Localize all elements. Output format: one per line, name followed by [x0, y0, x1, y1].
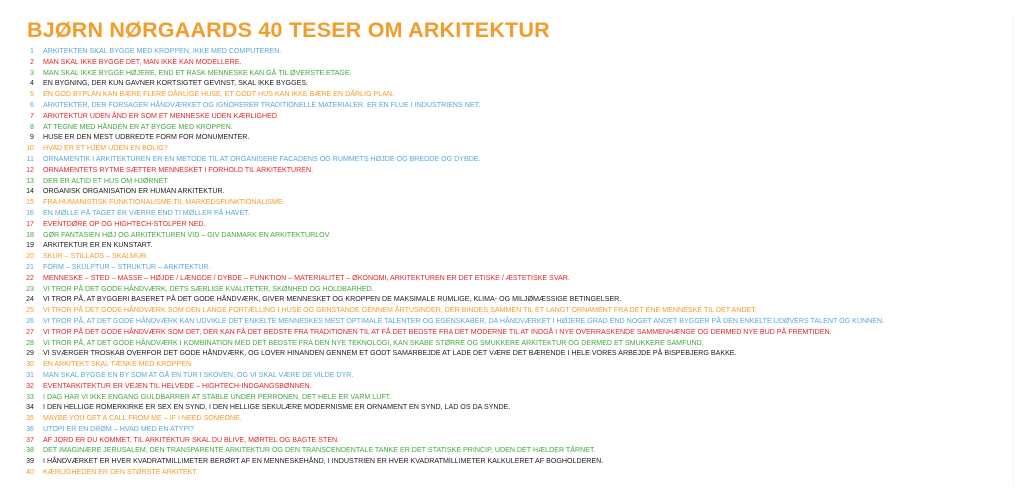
thesis-text: VI TROR PÅ, AT DET GODE HÅNDVÆRK KAN UDVIKLE DET ENKELTE MENNESKES MEST OPTIMALE TALENTER OG EGENSKABER, DA HÅNDVÆRKET I HØJERE GRAD END NOGET ANDET BYGGER PÅ DEN ENKELTE UDØVERS TALENT OG KUNNEN.	[43, 316, 885, 325]
thesis-item	[26, 132, 884, 143]
thesis-text: EN ARKITEKT SKAL TÆNKE MED KROPPEN.	[43, 360, 194, 369]
page-title: BJØRN NØRGAARDS 40 TESER OM ARKITEKTUR	[27, 18, 550, 42]
thesis-text: ORNAMENTIK I ARKITEKTUREN ER EN METODE TIL AT ORGANISERE FACADENS OG RUMMETS HØJDE OG BREDDE OG DYBDE.	[43, 154, 481, 163]
thesis-text: HVAD ER ET HJEM UDEN EN BOLIG?	[43, 144, 168, 153]
thesis-text: AF JORD ER DU KOMMET, TIL ARKITEKTUR SKAL DU BLIVE, MØRTEL OG BAGTE STEN.	[43, 435, 340, 444]
thesis-text: ARKITEKTUR ER EN KUNSTART.	[43, 241, 153, 250]
thesis-item	[26, 165, 884, 176]
thesis-number: 20	[26, 252, 34, 261]
theses-list	[26, 46, 884, 478]
thesis-number: 37	[26, 435, 34, 444]
thesis-number: 40	[26, 468, 34, 477]
thesis-item	[26, 338, 884, 349]
thesis-item	[26, 456, 884, 467]
thesis-text: EN BYGNING, DER KUN GAVNER KORTSIGTET GEVINST, SKAL IKKE BYGGES.	[43, 79, 309, 88]
thesis-item	[26, 176, 884, 187]
thesis-item	[26, 305, 884, 316]
thesis-text: I DAG HAR VI IKKE ENGANG GULDBARRER AT STABLE UNDER PERRONEN, DET HELE ER VARM LUFT.	[43, 392, 392, 401]
thesis-item	[26, 435, 884, 446]
thesis-number: 29	[26, 349, 34, 358]
thesis-item	[26, 208, 884, 219]
thesis-item	[26, 284, 884, 295]
thesis-text: EVENTDØRE OP OG HIGHTECH-STOLPER NED.	[43, 219, 206, 228]
thesis-number: 2	[30, 57, 34, 66]
thesis-text: DER ER ALTID ET HUS OM HJØRNET.	[43, 176, 169, 185]
thesis-item	[26, 186, 884, 197]
thesis-text: MENNESKE – STED – MASSE – HØJDE / LÆNGDE / DYBDE – FUNKTION – MATERIALITET – ØKONOMI, ARKITEKTUREN ER DET ETISKE / ÆSTETISKE SVAR.	[43, 273, 570, 282]
thesis-item	[26, 100, 884, 111]
thesis-item	[26, 251, 884, 262]
thesis-number: 38	[26, 446, 34, 455]
thesis-item	[26, 111, 884, 122]
thesis-number: 34	[26, 403, 34, 412]
thesis-number: 19	[26, 241, 34, 250]
thesis-number: 6	[30, 100, 34, 109]
thesis-item	[26, 57, 884, 68]
thesis-number: 9	[30, 133, 34, 142]
thesis-text: ARKITEKTER, DER FORSAGER HÅNDVÆRKET OG IGNORERER TRADITIONELLE MATERIALER, ER EN FLUE I INDUSTRIENS NET.	[43, 100, 481, 109]
thesis-item	[26, 46, 884, 57]
thesis-number: 3	[30, 68, 34, 77]
thesis-number: 4	[30, 79, 34, 88]
thesis-item	[26, 467, 884, 478]
thesis-item	[26, 424, 884, 435]
thesis-number: 13	[26, 176, 34, 185]
thesis-number: 21	[26, 262, 34, 271]
thesis-number: 35	[26, 414, 34, 423]
thesis-text: ORNAMENTETS RYTME SÆTTER MENNESKET I FORHOLD TIL ARKITEKTUREN.	[43, 165, 314, 174]
thesis-number: 27	[26, 327, 34, 336]
thesis-text: I HÅNDVÆRKET ER HVER KVADRATMILLIMETER BERØRT AF EN MENNESKEHÅND, I INDUSTRIEN ER HVER KVADRATMILLIMETER KALKULERET AF BOGHOLDEREN.	[43, 457, 604, 466]
thesis-text: VI TROR PÅ, AT DET GODE HÅNDVÆRK I KOMBINATION MED DET BEDSTE FRA DEN NYE TEKNOLOGI, KAN SKABE STØRRE OG SMUKKERE ARKITEKTUR OG DERMED ET SMUKKERE SAMFUND.	[43, 338, 704, 347]
thesis-number: 39	[26, 457, 34, 466]
thesis-number: 14	[26, 187, 34, 196]
thesis-text: HUSE ER DEN MEST UDBREDTE FORM FOR MONUMENTER.	[43, 133, 250, 142]
page-edge-divider	[1013, 14, 1014, 484]
thesis-text: ARKITEKTUR UDEN ÅND ER SOM ET MENNESKE UDEN KÆRLIGHED.	[43, 111, 279, 120]
thesis-text: ARKITEKTEN SKAL BYGGE MED KROPPEN, IKKE MED COMPUTEREN.	[43, 47, 282, 55]
thesis-item	[26, 230, 884, 241]
thesis-item	[26, 392, 884, 403]
thesis-text: I DEN HELLIGE ROMERKIRKE ER SEX EN SYND, I DEN HELLIGE SEKULÆRE MODERNISME ER ORNAMENT EN SYND, LAD OS DA SYNDE.	[43, 403, 511, 412]
thesis-number: 1	[30, 47, 34, 55]
thesis-text: EN MØLLE PÅ TAGET ER VÆRRE END TI MØLLER PÅ HAVET.	[43, 208, 250, 217]
thesis-text: AT TEGNE MED HÅNDEN ER AT BYGGE MED KROPPEN.	[43, 122, 233, 131]
thesis-text: EN GOD BYPLAN KAN BÆRE FLERE DÅRLIGE HUSE, ET GODT HUS KAN IKKE BÆRE EN DÅRLIG PLAN.	[43, 90, 394, 99]
thesis-item	[26, 445, 884, 456]
thesis-number: 17	[26, 219, 34, 228]
thesis-text: VI TROR PÅ, AT BYGGERI BASERET PÅ DET GODE HÅNDVÆRK, GIVER MENNESKET OG KROPPEN DE MAKSIMALE RUMLIGE, KLIMA- OG MILJØMÆSSIGE BETINGELSER.	[43, 295, 622, 304]
thesis-item	[26, 359, 884, 370]
thesis-item	[26, 122, 884, 133]
thesis-text: VI TROR PÅ DET GODE HÅNDVÆRK SOM DET, DER KAN FÅ DET BEDSTE FRA TRADITIONEN TIL AT FÅ DET BEDSTE FRA DET MODERNE TIL AT INDGÅ I NYE OVERRASKENDE SAMMENHÆNGE OG DERMED NYE BUD PÅ FREMTIDEN.	[43, 327, 832, 336]
thesis-number: 5	[30, 90, 34, 99]
thesis-number: 24	[26, 295, 34, 304]
thesis-item	[26, 370, 884, 381]
thesis-text: FORM – SKULPTUR – STRUKTUR – ARKITEKTUR.	[43, 262, 211, 271]
thesis-item	[26, 381, 884, 392]
thesis-text: MAN SKAL BYGGE EN BY SOM AT GÅ EN TUR I SKOVEN, OG VI SKAL VÆRE DE VILDE DYR.	[43, 370, 354, 379]
thesis-number: 10	[26, 144, 34, 153]
thesis-number: 36	[26, 424, 34, 433]
thesis-item	[26, 219, 884, 230]
thesis-item	[26, 240, 884, 251]
thesis-text: MAN SKAL IKKE BYGGE DET, MAN IKKE KAN MODELLERE.	[43, 57, 242, 66]
thesis-item	[26, 413, 884, 424]
thesis-text: MAN SKAL IKKE BYGGE HØJERE, END ET RASK MENNESKE KAN GÅ TIL ØVERSTE ETAGE.	[43, 68, 352, 77]
thesis-item	[26, 262, 884, 273]
thesis-item	[26, 348, 884, 359]
thesis-item	[26, 78, 884, 89]
thesis-text: UTOPI ER EN DRØM – HVAD MED EN ATYPI?	[43, 424, 194, 433]
thesis-number: 7	[30, 111, 34, 120]
thesis-text: ORGANISK ORGANISATION ER HUMAN ARKITEKTUR.	[43, 187, 225, 196]
thesis-number: 8	[30, 122, 34, 131]
thesis-item	[26, 327, 884, 338]
thesis-text: FRA HUMANISTISK FUNKTIONALISME TIL MARKEDSFUNKTIONALISME.	[43, 198, 285, 207]
thesis-number: 26	[26, 316, 34, 325]
thesis-item	[26, 89, 884, 100]
thesis-number: 31	[26, 370, 34, 379]
thesis-item	[26, 316, 884, 327]
thesis-text: VI SVÆRGER TROSKAB OVERFOR DET GODE HÅNDVÆRK, OG LOVER HINANDEN GENNEM ET GODT SAMARBEJDE AT LADE DET VÆRE DET BÆRENDE I HELE VORES ARBEJDE PÅ BISPEBJERG BAKKE.	[43, 349, 737, 358]
thesis-number: 15	[26, 198, 34, 207]
thesis-number: 11	[26, 154, 34, 163]
thesis-text: DET IMAGINÆRE JERUSALEM, DEN TRANSPARENTE ARKITEKTUR OG DEN TRANSCENDENTALE TANKE ER DET STATISKE PRINCIP, UDEN DET HÆLDER TÅRNET.	[43, 446, 596, 455]
thesis-item	[26, 402, 884, 413]
thesis-number: 12	[26, 165, 34, 174]
thesis-number: 28	[26, 338, 34, 347]
thesis-text: MAYBE YOU GET A CALL FROM ME – IF I NEED SOMEONE.	[43, 414, 242, 423]
thesis-number: 23	[26, 284, 34, 293]
thesis-item	[26, 273, 884, 284]
thesis-item	[26, 143, 884, 154]
thesis-text: VI TROR PÅ DET GODE HÅNDVÆRK SOM DEN LANGE FORTÆLLING I HUSE OG GENSTANDE GENNEM ÅRTUSINDER, DER BINDES SAMMEN TIL ET LANGT ORNAMENT FRA DET ENE MENNESKE TIL DET ANDET.	[43, 306, 757, 315]
thesis-number: 16	[26, 208, 34, 217]
thesis-item	[26, 294, 884, 305]
thesis-number: 18	[26, 230, 34, 239]
thesis-text: KÆRLIGHEDEN ER DEN STØRSTE ARKITEKT.	[43, 468, 198, 477]
thesis-text: VI TROR PÅ DET GODE HÅNDVÆRK, DETS SÆRLIGE KVALITETER, SKØNHED OG HOLDBARHED.	[43, 284, 374, 293]
thesis-text: GØR FANTASIEN HØJ OG ARKITEKTUREN VID – GIV DANMARK EN ARKITEKTURLOV.	[43, 230, 331, 239]
thesis-number: 30	[26, 360, 34, 369]
thesis-number: 33	[26, 392, 34, 401]
thesis-item	[26, 197, 884, 208]
thesis-item	[26, 68, 884, 79]
thesis-text: EVENTARKITEKTUR ER VEJEN TIL HELVEDE – HIGHTECH-INDGANGSBØNNEN.	[43, 381, 312, 390]
thesis-item	[26, 154, 884, 165]
thesis-number: 22	[26, 273, 34, 282]
thesis-number: 25	[26, 306, 34, 315]
thesis-text: SKUR – STILLADS – SKALMUR.	[43, 252, 149, 261]
thesis-number: 32	[26, 381, 34, 390]
